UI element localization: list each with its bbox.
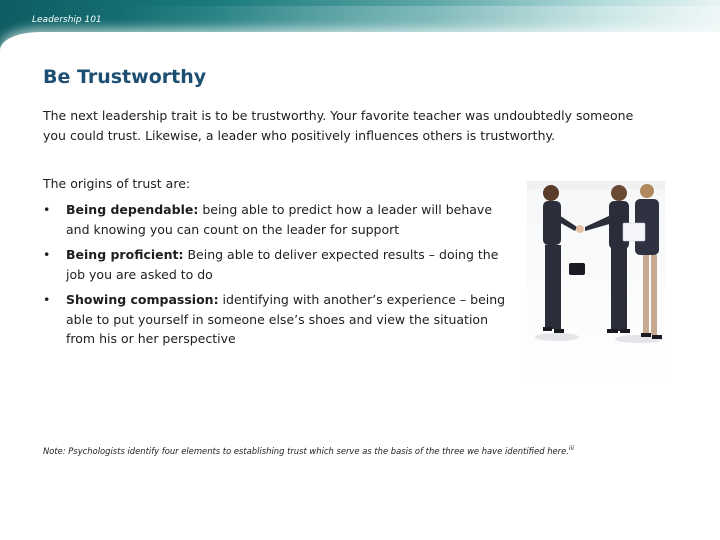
- trait-term: Being dependable:: [66, 202, 199, 217]
- header-banner: [0, 0, 720, 70]
- trait-description: identifying with another’s experience – being able to put yourself in someone else’s shoes and view the situation from his or her perspective: [66, 292, 506, 346]
- trait-item-dependable: [43, 200, 513, 239]
- intro-line-1: The next leadership trait is to be trustworthy. Your favorite teacher was undoubtedly someone: [43, 108, 634, 123]
- handshake-photo: [527, 181, 665, 388]
- intro-paragraph: [43, 106, 683, 146]
- trait-description: Being able to deliver expected results – doing the job you are asked to do: [66, 247, 499, 282]
- intro-line-2: you could trust. Likewise, a leader who positively influences others is trustworthy.: [43, 128, 556, 143]
- trait-item-compassion: [43, 290, 513, 349]
- footnote-reference: iii: [568, 445, 574, 452]
- footnote-text: Note: Psychologists identify four elements to establishing trust which serve as the basis of the three we have identified here.: [43, 445, 569, 456]
- trait-item-proficient: [43, 245, 513, 284]
- bullet-marker: •: [43, 292, 51, 307]
- course-tag: Leadership 101: [32, 15, 102, 25]
- origins-heading: The origins of trust are:: [43, 176, 191, 191]
- trait-term: Being proficient:: [66, 247, 184, 262]
- slide-title: Be Trustworthy: [43, 66, 207, 88]
- bullet-marker: •: [43, 202, 51, 217]
- bullet-marker: •: [43, 247, 51, 262]
- trait-description: being able to predict how a leader will behave and knowing you can count on the leader for support: [66, 202, 493, 237]
- footnote: [43, 445, 574, 456]
- trait-term: Showing compassion:: [66, 292, 219, 307]
- trust-traits-list: [43, 200, 513, 355]
- banner-white-sweep: [0, 32, 720, 70]
